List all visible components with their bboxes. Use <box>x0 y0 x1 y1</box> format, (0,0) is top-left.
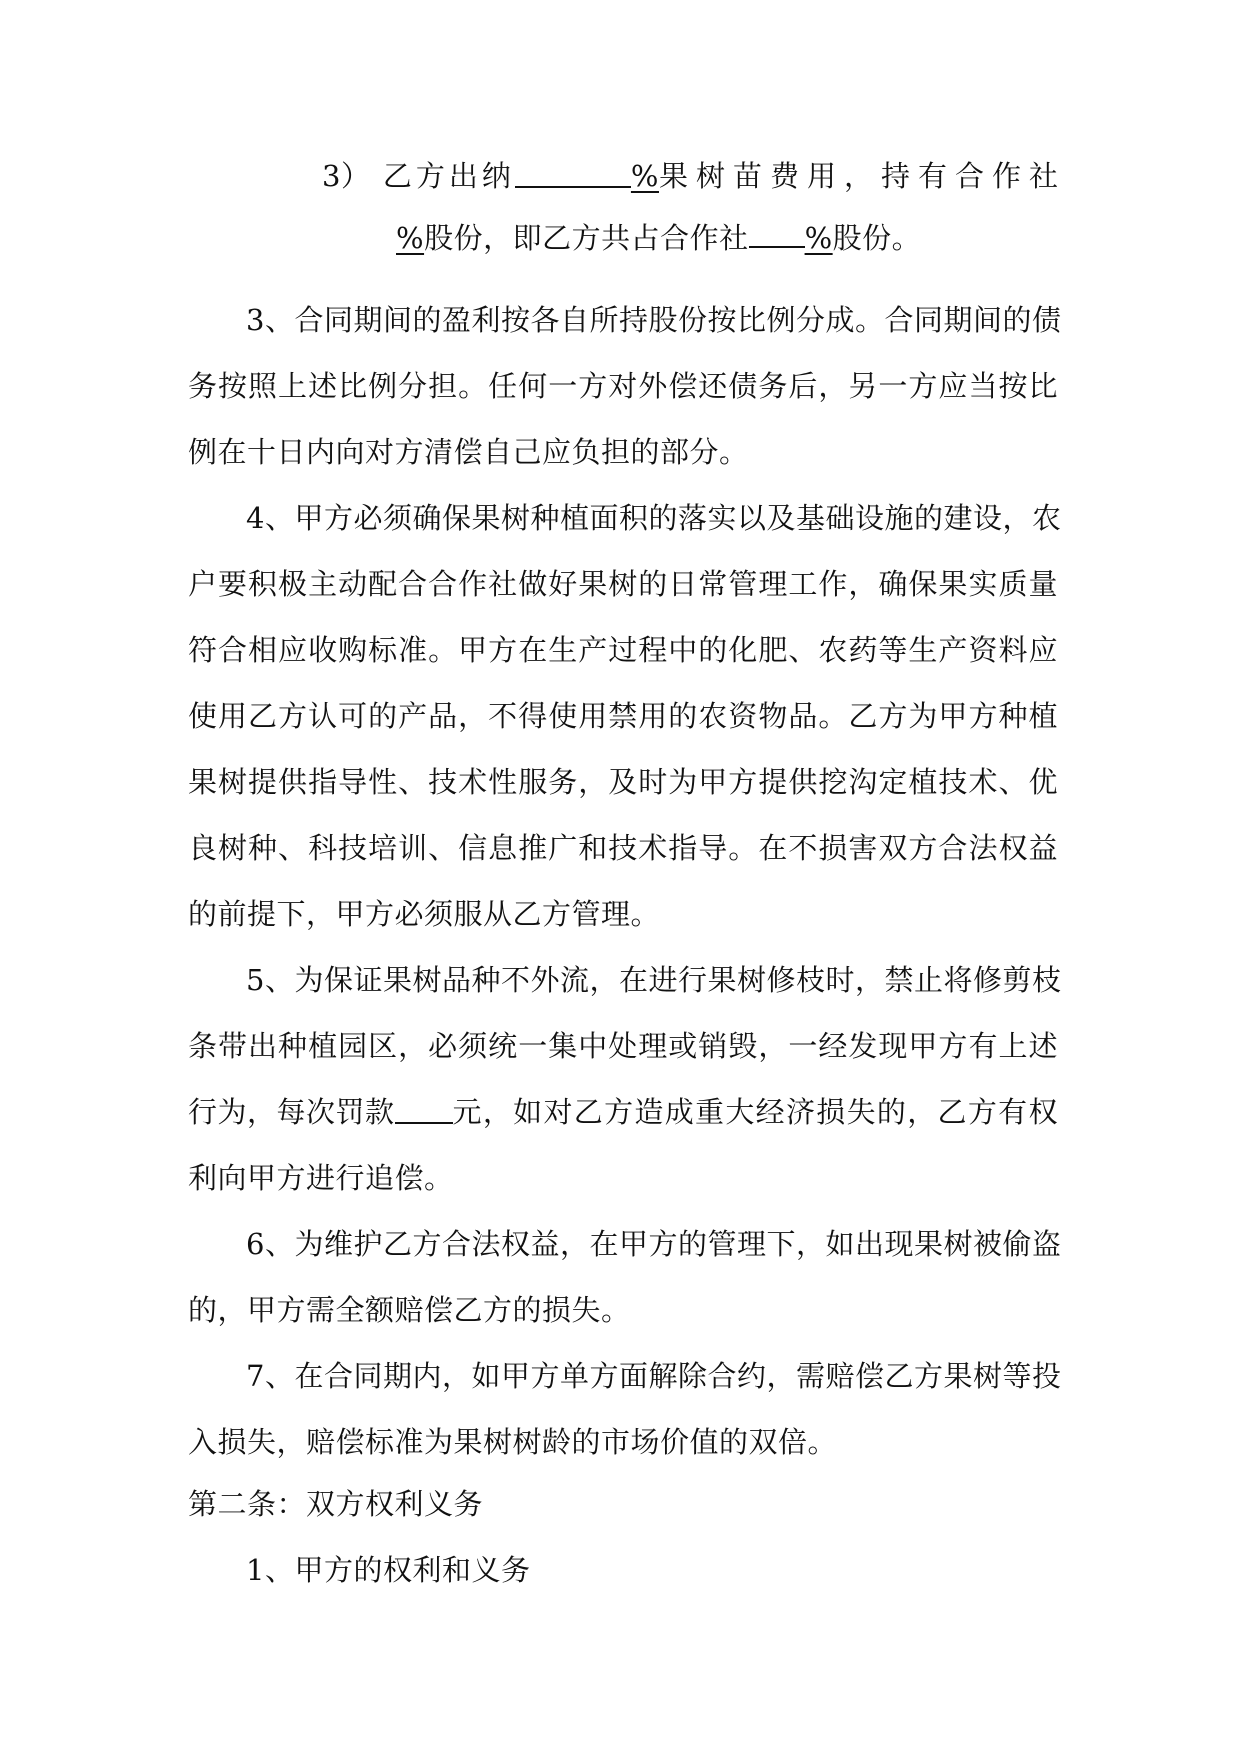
article2-heading: 第二条：双方权利义务 <box>188 1487 484 1521</box>
item3-line2-mid: 股份，即乙方共占合作社 <box>424 221 749 255</box>
p5-line3-suffix: 元，如对乙方造成重大经济损失的，乙方有权 <box>452 1095 1058 1129</box>
article2-sub1: 1、甲方的权利和义务 <box>246 1553 531 1587</box>
p7-line2: 入损失，赔偿标准为果树树龄的市场价值的双倍。 <box>188 1425 838 1459</box>
p4-line1: 4、甲方必须确保果树种植面积的落实以及基础设施的建设，农 <box>246 501 1062 535</box>
p6-line1: 6、为维护乙方合法权益，在甲方的管理下，如出现果树被偷盗 <box>246 1227 1062 1261</box>
p3-line1: 3、合同期间的盈利按各自所持股份按比例分成。合同期间的债 <box>246 303 1062 337</box>
item3-sub-line1 <box>322 156 1066 196</box>
p6-line2: 的，甲方需全额赔偿乙方的损失。 <box>188 1293 631 1327</box>
p4-line7: 的前提下，甲方必须服从乙方管理。 <box>188 897 661 931</box>
p5-line3 <box>188 1092 1058 1132</box>
item3-line1-prefix: 乙方出纳 <box>382 159 515 193</box>
p5-line4: 利向甲方进行追偿。 <box>188 1161 454 1195</box>
p5-line2: 条带出种植园区，必须统一集中处理或销毁，一经发现甲方有上述 <box>188 1029 1058 1063</box>
p3-line3: 例在十日内向对方清偿自己应负担的部分。 <box>188 435 749 469</box>
item3-sub-line1-text <box>382 156 1066 196</box>
p3-line2: 务按照上述比例分担。任何一方对外偿还债务后，另一方应当按比 <box>188 369 1058 403</box>
item3-line2-pct2: % <box>804 221 833 255</box>
item3-line1-blank <box>515 156 631 188</box>
p4-line6: 良树种、科技培训、信息推广和技术指导。在不损害双方合法权益 <box>188 831 1058 865</box>
p4-line2: 户要积极主动配合合作社做好果树的日常管理工作，确保果实质量 <box>188 567 1058 601</box>
p4-line4: 使用乙方认可的产品，不得使用禁用的农资物品。乙方为甲方种植 <box>188 699 1058 733</box>
item3-line2-suffix: 股份。 <box>832 221 922 255</box>
p5-line3-prefix: 行为，每次罚款 <box>188 1095 395 1129</box>
item3-sub-line2 <box>396 216 921 256</box>
p5-line1: 5、为保证果树品种不外流，在进行果树修枝时，禁止将修剪枝 <box>246 963 1062 997</box>
p7-line1: 7、在合同期内，如甲方单方面解除合约，需赔偿乙方果树等投 <box>246 1359 1062 1393</box>
item3-line1-suffix: 果树苗费用，持有合作社 <box>658 159 1066 193</box>
p5-fine-blank <box>395 1092 453 1124</box>
p4-line3: 符合相应收购标准。甲方在生产过程中的化肥、农药等生产资料应 <box>188 633 1058 667</box>
item3-line1-pct: % <box>630 159 659 193</box>
p4-line5: 果树提供指导性、技术性服务，及时为甲方提供挖沟定植技术、优 <box>188 765 1058 799</box>
item3-sub-number: 3） <box>322 159 371 193</box>
item3-line2-pct: % <box>396 221 425 255</box>
item3-line2-blank <box>749 216 805 248</box>
